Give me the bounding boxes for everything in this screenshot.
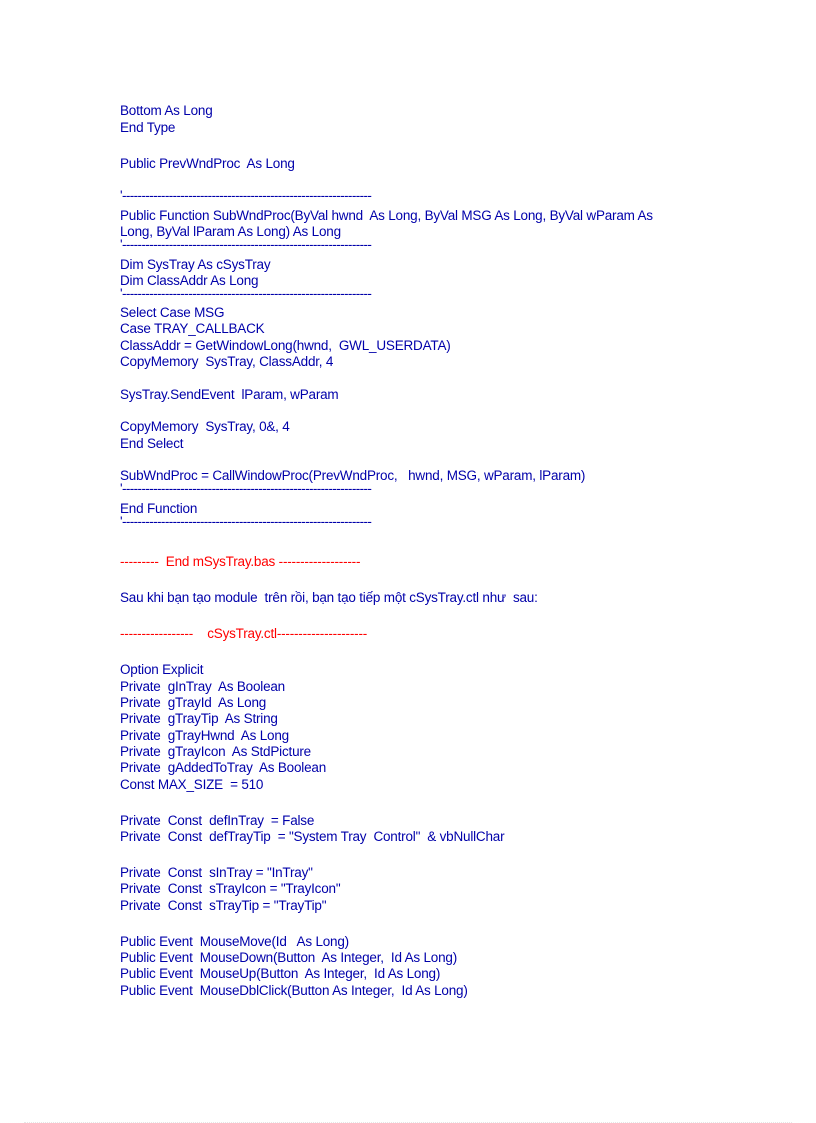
code-line: Private Const sInTray = "InTray" [120, 865, 313, 880]
code-line: Select Case MSG [120, 305, 225, 320]
code-line: Private Const defTrayTip = "System Tray Control" & vbNullChar [120, 829, 505, 844]
prose-line: Sau khi bạn tạo module trên rồi, bạn tạo tiếp một cSysTray.ctl như sau: [120, 590, 538, 605]
code-line: Private gTrayId As Long [120, 695, 267, 710]
separator-comment: '---------------------------------------------------------------- [120, 514, 372, 529]
code-line: SysTray.SendEvent lParam, wParam [120, 387, 339, 402]
code-line: End Type [120, 120, 176, 135]
code-line: Private gTrayTip As String [120, 711, 278, 726]
code-line: Public Event MouseMove(Id As Long) [120, 934, 349, 949]
code-line: Private gTrayHwnd As Long [120, 728, 289, 743]
section-marker: --------- End mSysTray.bas ------------------- [120, 554, 361, 569]
code-line: CopyMemory SysTray, 0&, 4 [120, 419, 290, 434]
code-line: Const MAX_SIZE = 510 [120, 777, 264, 792]
code-line: Private gTrayIcon As StdPicture [120, 744, 311, 759]
code-line: Bottom As Long [120, 103, 213, 118]
code-line: Private Const sTrayIcon = "TrayIcon" [120, 881, 341, 896]
code-line: Option Explicit [120, 662, 204, 677]
separator-comment: '---------------------------------------------------------------- [120, 481, 372, 496]
code-line: SubWndProc = CallWindowProc(PrevWndProc, hwnd, MSG, wParam, lParam) [120, 468, 586, 483]
code-line: End Function [120, 501, 198, 516]
code-line: Public PrevWndProc As Long [120, 156, 295, 171]
code-line: Dim SysTray As cSysTray [120, 257, 271, 272]
separator-comment: '---------------------------------------------------------------- [120, 237, 372, 252]
code-line: Private Const defInTray = False [120, 813, 315, 828]
code-line: Public Function SubWndProc(ByVal hwnd As Long, ByVal MSG As Long, ByVal wParam As [120, 208, 653, 223]
code-line: Private gInTray As Boolean [120, 679, 285, 694]
separator-comment: '---------------------------------------------------------------- [120, 286, 372, 301]
separator-comment: '---------------------------------------------------------------- [120, 188, 372, 203]
code-line: Private gAddedToTray As Boolean [120, 760, 327, 775]
code-line: ClassAddr = GetWindowLong(hwnd, GWL_USERDATA) [120, 338, 451, 353]
code-line: Private Const sTrayTip = "TrayTip" [120, 898, 327, 913]
code-line: Public Event MouseDblClick(Button As Integer, Id As Long) [120, 983, 468, 998]
code-line: Case TRAY_CALLBACK [120, 321, 265, 336]
code-line: Public Event MouseUp(Button As Integer, Id As Long) [120, 966, 441, 981]
code-line: Dim ClassAddr As Long [120, 273, 259, 288]
code-line: Public Event MouseDown(Button As Integer, Id As Long) [120, 950, 457, 965]
code-line: Long, ByVal lParam As Long) As Long [120, 224, 341, 239]
code-line: CopyMemory SysTray, ClassAddr, 4 [120, 354, 334, 369]
code-line: End Select [120, 436, 184, 451]
section-marker: ----------------- cSysTray.ctl--------------------- [120, 626, 368, 641]
